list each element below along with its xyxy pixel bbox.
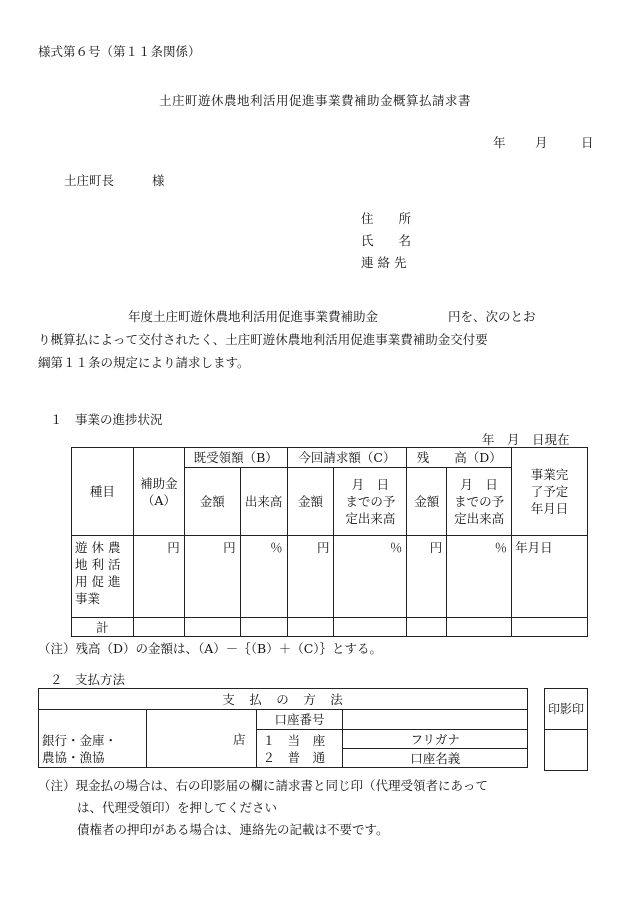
- col-completion-line3: 年月日: [530, 501, 569, 516]
- table-total-row: [72, 618, 588, 637]
- balance-amount-cell[interactable]: 円: [407, 536, 447, 618]
- address-label: 住 所: [361, 211, 412, 226]
- col-completion-line1: 事業完: [530, 467, 569, 482]
- account-number-label: 口座番号: [256, 710, 343, 730]
- col-subsidy: [133, 448, 184, 536]
- as-of-date: 年 月 日現在: [482, 432, 570, 447]
- table-row: [72, 536, 588, 618]
- date-year: 年: [493, 135, 506, 150]
- received-progress-head: 出来高: [240, 468, 287, 536]
- total-received-progress-cell[interactable]: [240, 618, 287, 637]
- page-title: 土庄町遊休農地利活用促進事業費補助金概算払請求書: [158, 93, 471, 108]
- balance-planned-line2: までの予: [454, 494, 505, 509]
- received-progress-cell[interactable]: ％: [240, 536, 287, 618]
- current-amount-head: 金額: [287, 468, 334, 536]
- bank-type[interactable]: [39, 710, 147, 768]
- date-day: 日: [581, 135, 594, 150]
- balance-planned-cell[interactable]: ％: [447, 536, 512, 618]
- seal-box[interactable]: [544, 728, 588, 771]
- note-line3: 債権者の押印がある場合は、連絡先の記載は不要です。: [77, 822, 389, 837]
- current-planned-head: [334, 468, 407, 536]
- bank-type-line1: 銀行・金庫・: [42, 733, 118, 748]
- section1-heading: １ 事業の進捗状況: [50, 412, 163, 427]
- furigana-label: フリガナ: [343, 730, 528, 749]
- note-line1: （注）現金払の場合は、右の印影届の欄に請求書と同じ印（代理受領者にあって: [38, 778, 488, 793]
- request-paragraph: [38, 305, 598, 374]
- table-note: （注）残高（D）の金額は、（A）－｛（B）＋（C）｝とする。: [38, 641, 383, 656]
- payment-method-header: 支 払 の 方 法: [39, 689, 528, 710]
- note-line2: は、代理受領印）を押してください: [77, 800, 278, 815]
- account-type-current: １ 当 座: [262, 732, 326, 748]
- balance-planned-line3: 定出来高: [454, 511, 505, 526]
- form-number: 様式第６号（第１１条関係）: [38, 44, 201, 59]
- balance-planned-head: [447, 468, 512, 536]
- subsidy-cell[interactable]: 円: [133, 536, 184, 618]
- body-part2: 円を、次のとお: [448, 309, 536, 324]
- body-part1: 年度土庄町遊休農地利活用促進事業費補助金: [128, 309, 379, 324]
- row-type-line1: 遊 休 農: [75, 540, 121, 555]
- received-amount-head: 金額: [184, 468, 240, 536]
- branch-cell[interactable]: 店: [146, 710, 256, 768]
- col-subsidy-code: （A）: [141, 492, 176, 508]
- row-type: [72, 536, 134, 618]
- name-label: 氏 名: [361, 233, 412, 248]
- date-month: 月: [535, 135, 548, 150]
- row-type-line2: 地 利 活: [75, 557, 121, 572]
- account-number-cell[interactable]: [343, 710, 528, 730]
- balance-planned-line1: 月 日: [460, 477, 498, 492]
- total-current-amount-cell[interactable]: [287, 618, 334, 637]
- col-subsidy-label: 補助金: [140, 475, 178, 491]
- completion-date-cell[interactable]: 年月日: [512, 536, 588, 618]
- contact-label: 連 絡 先: [361, 255, 407, 270]
- total-current-planned-cell[interactable]: [334, 618, 407, 637]
- seal-label: 印影印: [544, 688, 588, 730]
- total-completion-cell[interactable]: [512, 618, 588, 637]
- progress-table: [71, 447, 588, 637]
- honorific: 様: [152, 173, 165, 188]
- bank-type-line2: 農協・漁協: [42, 750, 105, 765]
- section2-heading: ２ 支払方法: [50, 672, 126, 687]
- received-amount-cell[interactable]: 円: [184, 536, 240, 618]
- account-type[interactable]: [256, 730, 343, 768]
- balance-amount-head: 金額: [407, 468, 447, 536]
- col-completion: [512, 448, 588, 536]
- col-received: 既受領額（B）: [184, 448, 287, 468]
- col-completion-line2: 了予定: [530, 484, 569, 499]
- current-planned-line1: 月 日: [351, 477, 390, 492]
- addressee: 土庄町長: [64, 173, 115, 188]
- col-current: 今回請求額（C）: [287, 448, 407, 468]
- current-planned-cell[interactable]: ％: [334, 536, 407, 618]
- body-part3: り概算払によって交付されたく、土庄町遊休農地利活用促進事業費補助金交付要: [38, 332, 488, 347]
- col-type: 種目: [72, 448, 134, 536]
- current-planned-line3: 定出来高: [345, 511, 396, 526]
- total-balance-planned-cell[interactable]: [447, 618, 512, 637]
- current-planned-line2: までの予: [345, 494, 396, 509]
- total-balance-amount-cell[interactable]: [407, 618, 447, 637]
- account-type-ordinary: ２ 普 通: [262, 749, 326, 765]
- total-subsidy-cell[interactable]: [133, 618, 184, 637]
- row-type-line3: 用 促 進: [75, 574, 121, 589]
- total-received-amount-cell[interactable]: [184, 618, 240, 637]
- total-label: 計: [72, 618, 134, 637]
- row-type-line4: 事業: [75, 591, 101, 606]
- col-balance: 残 高（D）: [407, 448, 512, 468]
- body-part4: 綱第１１条の規定により請求します。: [38, 355, 250, 370]
- account-name-label: 口座名義: [343, 749, 528, 768]
- payment-table: [38, 688, 528, 768]
- current-amount-cell[interactable]: 円: [287, 536, 334, 618]
